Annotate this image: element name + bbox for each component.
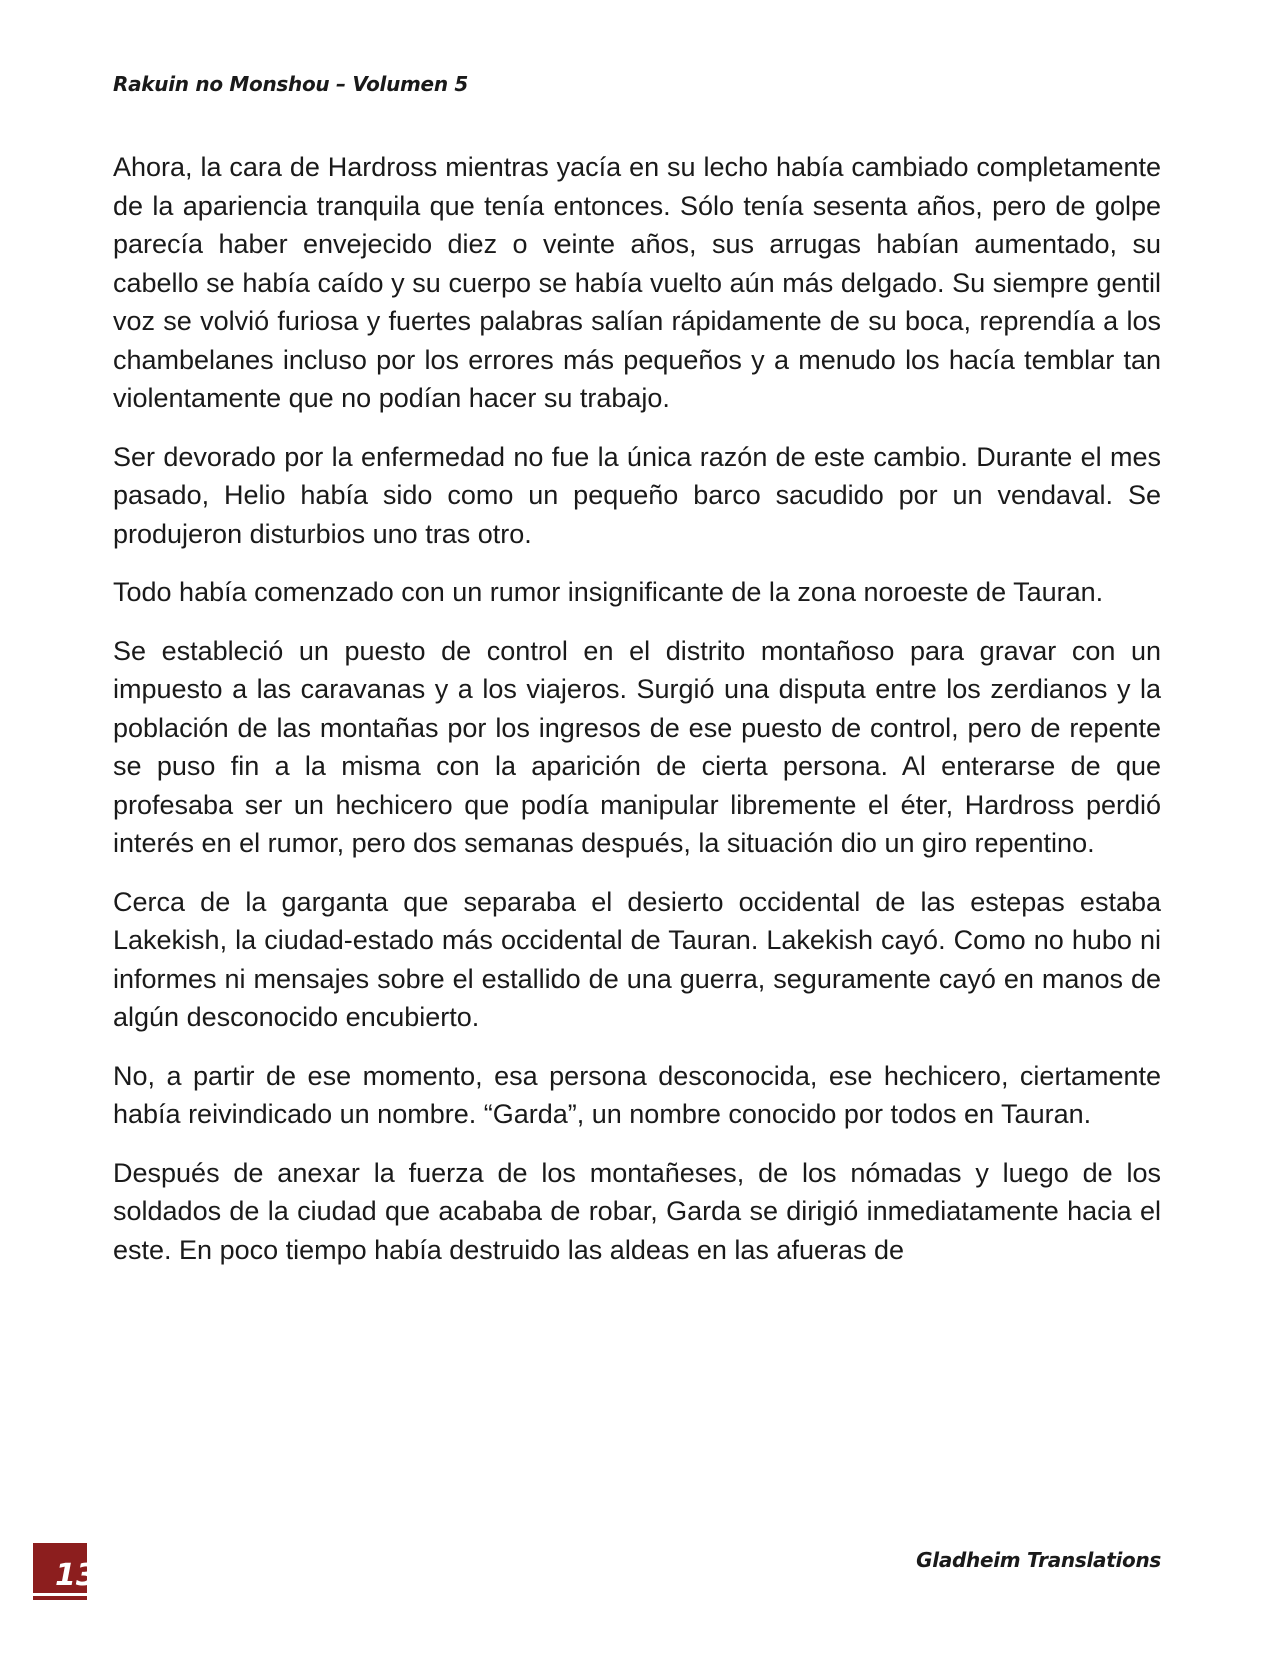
paragraph: Después de anexar la fuerza de los montañeses, de los nómadas y luego de los soldados de la ciudad que acababa de robar, Garda se dirigió inmediatamente hacia el este. En poco tiempo había destruido las aldeas en las afueras de (113, 1157, 1161, 1265)
paragraph: Se estableció un puesto de control en el distrito montañoso para gravar con un impuesto a las caravanas y a los viajeros. Surgió una disputa entre los zerdianos y la población de las montañas por los ingresos de ese puesto de control, pero de repente se puso fin a la misma con la aparición de cierta persona. Al enterarse de que profesaba ser un hechicero que podía manipular libremente el éter, Hardross perdió interés en el rumor, pero dos semanas después, la situación dio un giro repentino. (113, 635, 1161, 858)
page-number: 13 (55, 1558, 97, 1593)
paragraph: Ahora, la cara de Hardross mientras yacía en su lecho había cambiado completamente de la apariencia tranquila que tenía entonces. Sólo tenía sesenta años, pero de golpe parecía haber envejecido diez o veinte años, sus arrugas habían aumentado, su cabello se había caído y su cuerpo se había vuelto aún más delgado. Su siempre gentil voz se volvió furiosa y fuertes palabras salían rápidamente de su boca, reprendía a los chambelanes incluso por los errores más pequeños y a menudo los hacía temblar tan violentamente que no podían hacer su trabajo. (113, 152, 1161, 413)
page-number-box (33, 1543, 97, 1600)
running-header: Rakuin no Monshou – Volumen 5 (113, 72, 469, 96)
paragraph: Ser devorado por la enfermedad no fue la única razón de este cambio. Durante el mes pasado, Helio había sido como un pequeño barco sacudido por un vendaval. Se produjeron disturbios uno tras otro. (113, 441, 1161, 549)
paragraph: Todo había comenzado con un rumor insignificante de la zona noroeste de Tauran. (113, 577, 1104, 607)
paragraph: Cerca de la garganta que separaba el desierto occidental de las estepas estaba Lakekish, la ciudad-estado más occidental de Tauran. Lakekish cayó. Como no hubo ni informes ni mensajes sobre el estallido de una guerra, seguramente cayó en manos de algún desconocido encubierto. (113, 886, 1161, 1032)
body-text (113, 148, 1161, 1289)
paragraph: No, a partir de ese momento, esa persona desconocida, ese hechicero, ciertamente había reivindicado un nombre. “Garda”, un nombre conocido por todos en Tauran. (113, 1060, 1161, 1129)
footer-brand: Gladheim Translations (916, 1548, 1161, 1572)
page-number-underline (33, 1593, 87, 1596)
